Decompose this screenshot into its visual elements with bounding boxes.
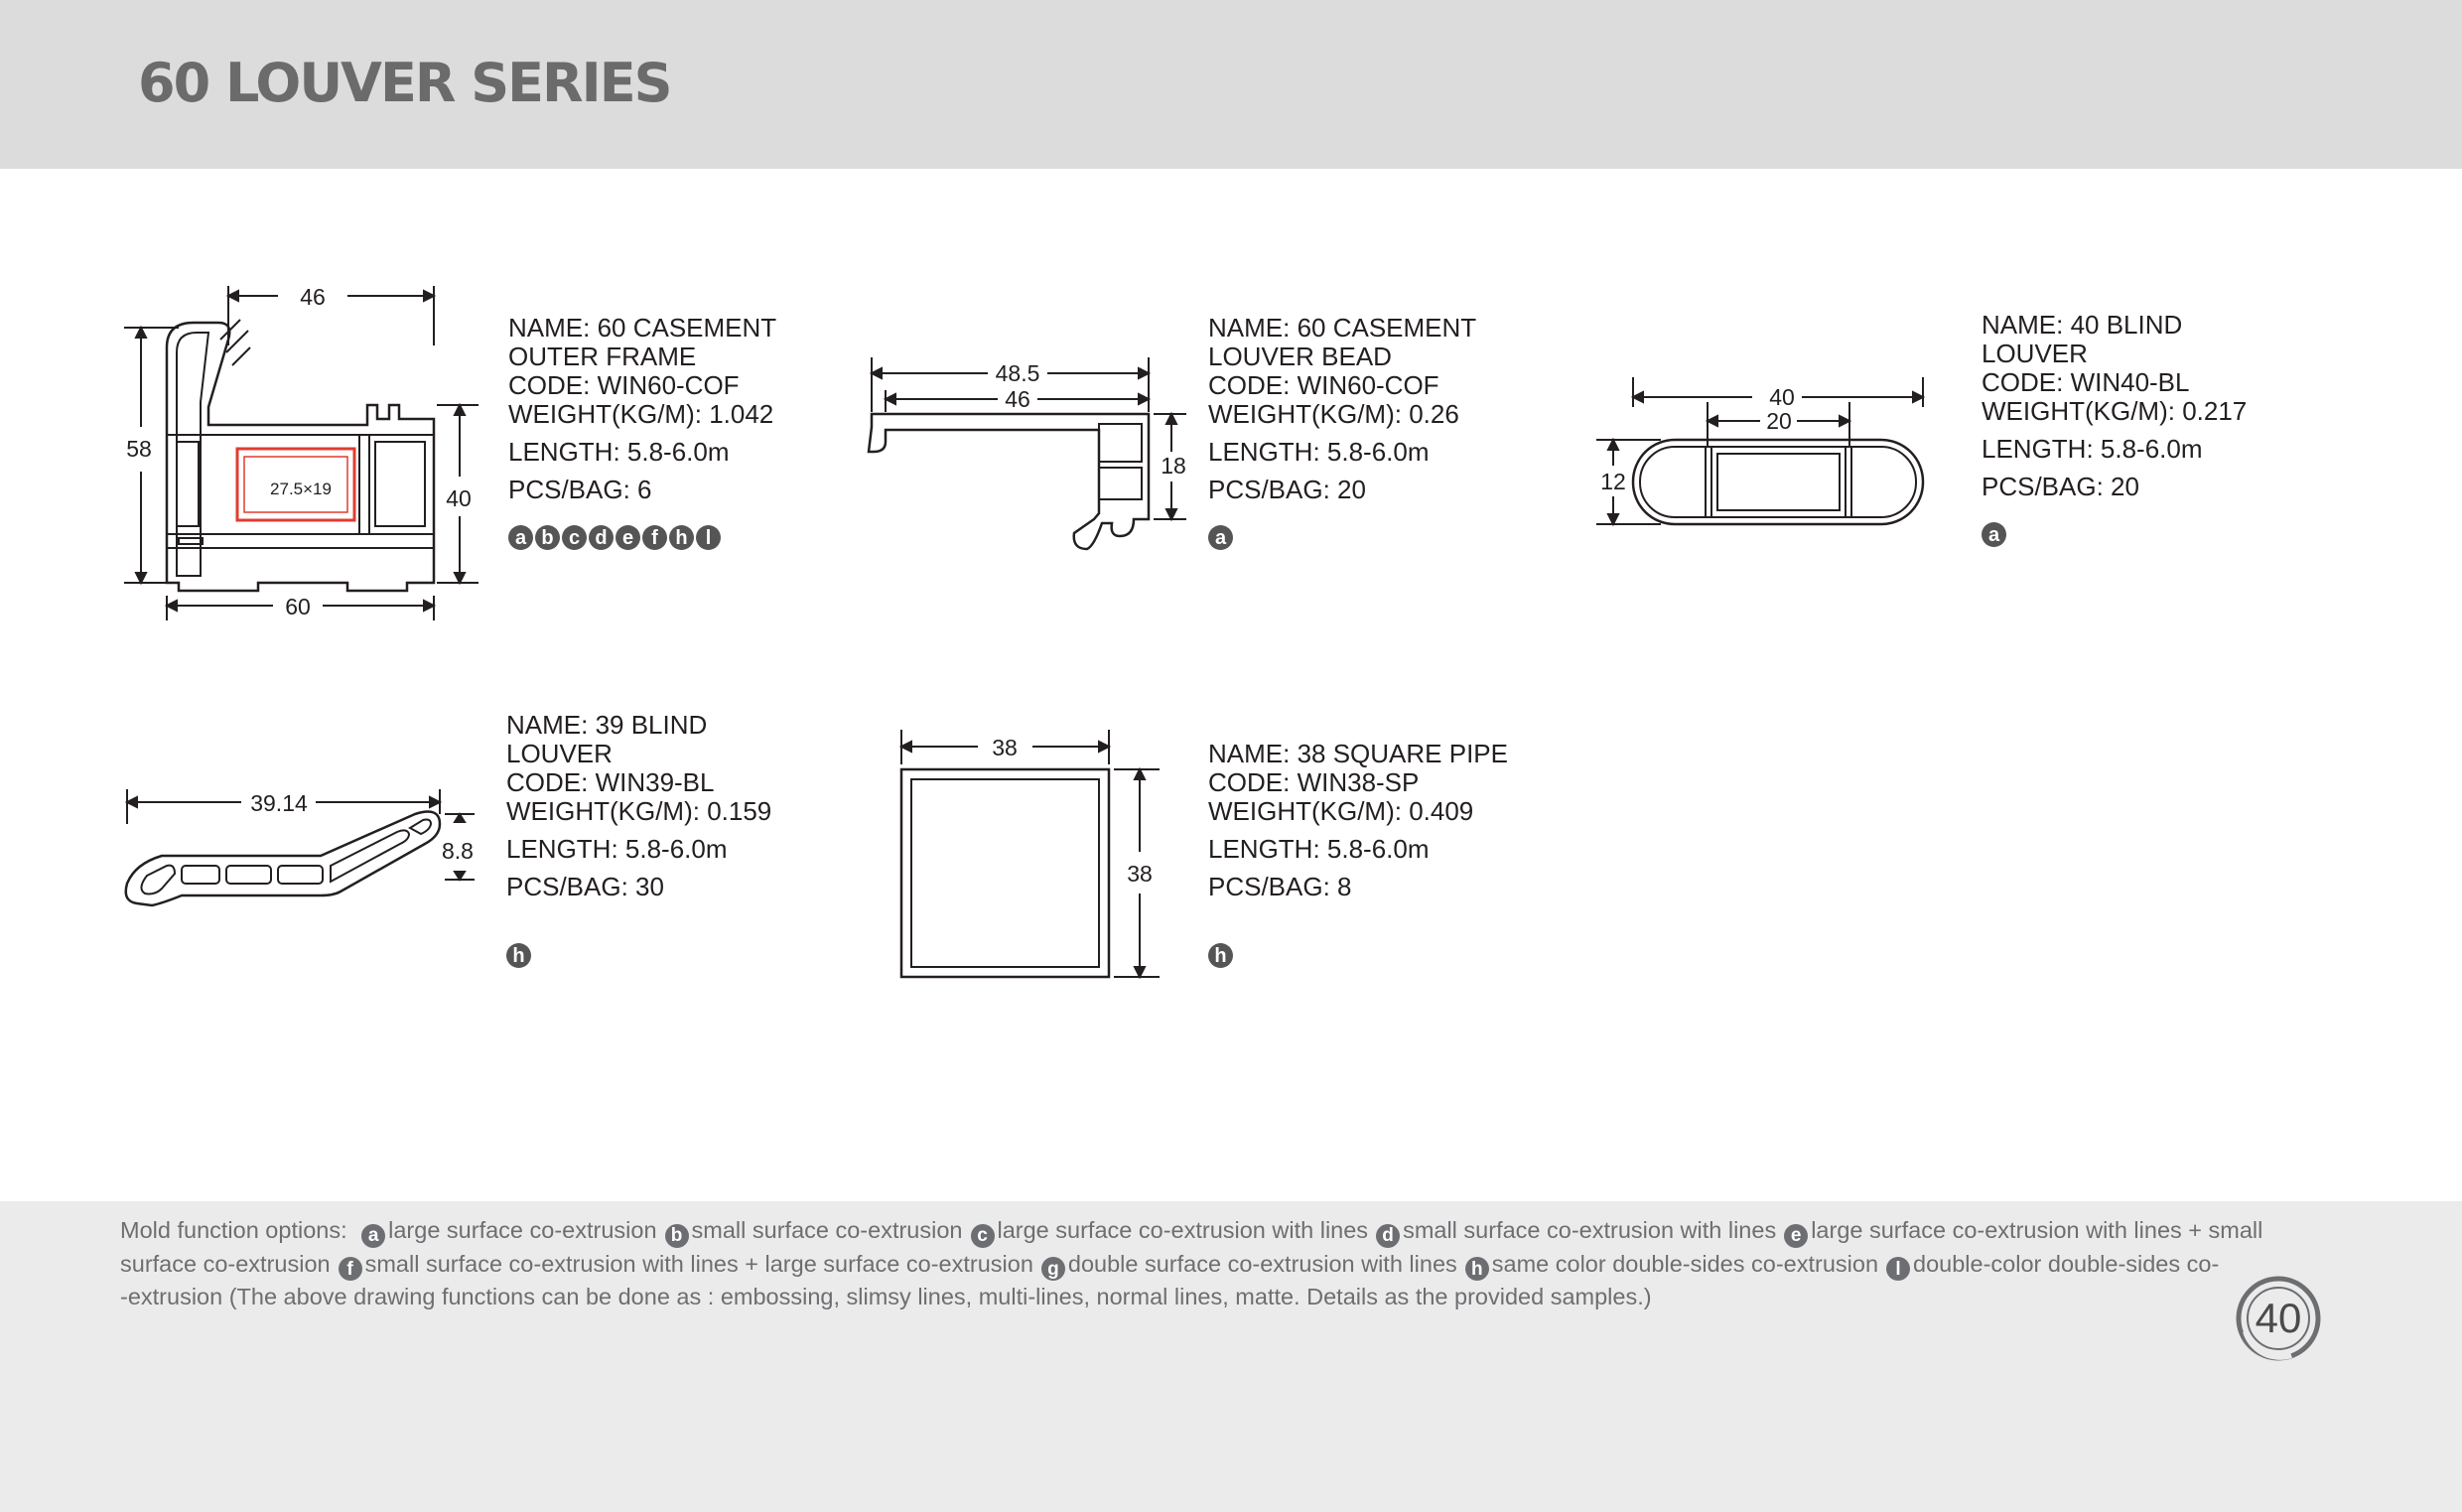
product-name: LOUVER BEAD [1208,342,1392,371]
dimension-label: 40 [446,485,472,511]
product-weight: WEIGHT(KG/M): 1.042 [508,399,774,429]
page-number-badge [2234,1274,2323,1363]
page-title: 60 LOUVER SERIES [138,52,671,114]
product-spec-louver-bead [1208,314,1476,550]
dimension-label: 38 [992,735,1018,760]
option-l-icon: l [696,525,721,550]
option-h-text: same color double-sides co-extrusion [1491,1250,1879,1277]
profile-drawing-40-blind-louver [1593,372,1936,531]
product-name: OUTER FRAME [508,342,697,371]
option-g-icon: g [1041,1257,1065,1281]
option-a-icon: a [1982,522,2006,547]
option-h-icon: h [669,525,694,550]
product-pcs: PCS/BAG: 6 [508,475,652,504]
dimension-label: 58 [126,436,152,462]
dimension-label: 46 [300,284,326,310]
profile-drawing-39-blind-louver [117,784,479,923]
option-e-icon: e [616,525,640,550]
product-length: LENGTH: 5.8-6.0m [506,834,728,864]
option-h-icon: h [506,943,531,968]
mold-options [1208,525,1476,550]
product-length: LENGTH: 5.8-6.0m [1208,834,1430,864]
product-length: LENGTH: 5.8-6.0m [1982,434,2203,464]
dimension-label: 18 [1161,453,1186,479]
dimension-label: 40 [1769,384,1795,410]
dimension-label: 46 [1005,386,1030,412]
product-weight: WEIGHT(KG/M): 0.26 [1208,399,1459,429]
dimension-label: 38 [1127,861,1153,887]
product-length: LENGTH: 5.8-6.0m [1208,437,1430,467]
mold-options [1208,943,1508,968]
product-length: LENGTH: 5.8-6.0m [508,437,730,467]
dimension-label: 39.14 [250,790,308,816]
product-name: NAME: 39 BLIND [506,710,708,740]
product-pcs: PCS/BAG: 20 [1982,472,2139,501]
product-name: NAME: 60 CASEMENT [1208,313,1477,343]
option-b-icon: b [665,1224,689,1248]
product-spec-square-pipe [1208,740,1508,968]
option-c-icon: c [971,1224,995,1248]
option-l-text: double-color double-sides co- [1913,1250,2220,1277]
product-code: CODE: WIN39-BL [506,767,715,797]
steel-size-label: 27.5×19 [270,480,332,498]
option-a-icon: a [508,525,533,550]
product-name: NAME: 60 CASEMENT [508,313,777,343]
option-e-text: large surface co-extrusion with lines + small surface co-extrusion [120,1217,2263,1277]
mold-function-options [120,1214,2344,1313]
mold-options [506,943,771,968]
profile-drawing-louver-bead [864,352,1191,561]
product-weight: WEIGHT(KG/M): 0.159 [506,796,772,826]
option-h-icon: h [1208,943,1233,968]
dimension-label: 12 [1600,469,1626,494]
product-spec-40-blind-louver [1982,311,2247,547]
product-spec-39-blind-louver [506,711,771,968]
option-b-icon: b [535,525,560,550]
product-name: NAME: 40 BLIND [1982,310,2183,340]
option-f-text: small surface co-extrusion with lines + large surface co-extrusion [364,1250,1033,1277]
product-code: CODE: WIN38-SP [1208,767,1420,797]
product-pcs: PCS/BAG: 8 [1208,872,1352,901]
option-d-text: small surface co-extrusion with lines [1403,1217,1777,1243]
product-code: CODE: WIN40-BL [1982,367,2190,397]
option-f-icon: f [339,1257,362,1281]
option-e-icon: e [1784,1224,1808,1248]
product-pcs: PCS/BAG: 30 [506,872,664,901]
option-b-text: small surface co-extrusion [691,1217,963,1243]
option-c-icon: c [562,525,587,550]
product-spec-outer-frame [508,314,776,550]
footer-intro: Mold function options: [120,1217,354,1243]
page-header [0,0,2462,169]
option-f-icon: f [642,525,667,550]
dimension-label: 60 [285,594,311,619]
product-code: CODE: WIN60-COF [508,370,740,400]
option-a-icon: a [1208,525,1233,550]
option-d-icon: d [589,525,614,550]
option-h-icon: h [1465,1257,1489,1281]
option-a-text: large surface co-extrusion [388,1217,657,1243]
dimension-label: 48.5 [995,360,1040,386]
product-code: CODE: WIN60-COF [1208,370,1439,400]
product-weight: WEIGHT(KG/M): 0.409 [1208,796,1474,826]
product-name: LOUVER [1982,339,2088,368]
footer-tail: -extrusion (The above drawing functions can be done as : embossing, slimsy lines, multi-lines, normal lines, matte. Details as the provided samples.) [120,1284,1652,1309]
option-a-icon: a [361,1224,385,1248]
option-l-icon: l [1886,1257,1910,1281]
option-d-icon: d [1376,1224,1400,1248]
mold-options [1982,522,2247,547]
option-g-text: double surface co-extrusion with lines [1067,1250,1457,1277]
product-name: LOUVER [506,739,613,768]
dimension-label: 8.8 [442,838,474,864]
product-name: NAME: 38 SQUARE PIPE [1208,739,1508,768]
mold-options [508,525,776,550]
product-pcs: PCS/BAG: 20 [1208,475,1366,504]
profile-drawing-outer-frame [109,278,472,635]
profile-drawing-square-pipe [893,725,1171,983]
product-weight: WEIGHT(KG/M): 0.217 [1982,396,2248,426]
dimension-label: 20 [1766,408,1792,434]
option-c-text: large surface co-extrusion with lines [997,1217,1369,1243]
page-number: 40 [2255,1295,2302,1341]
